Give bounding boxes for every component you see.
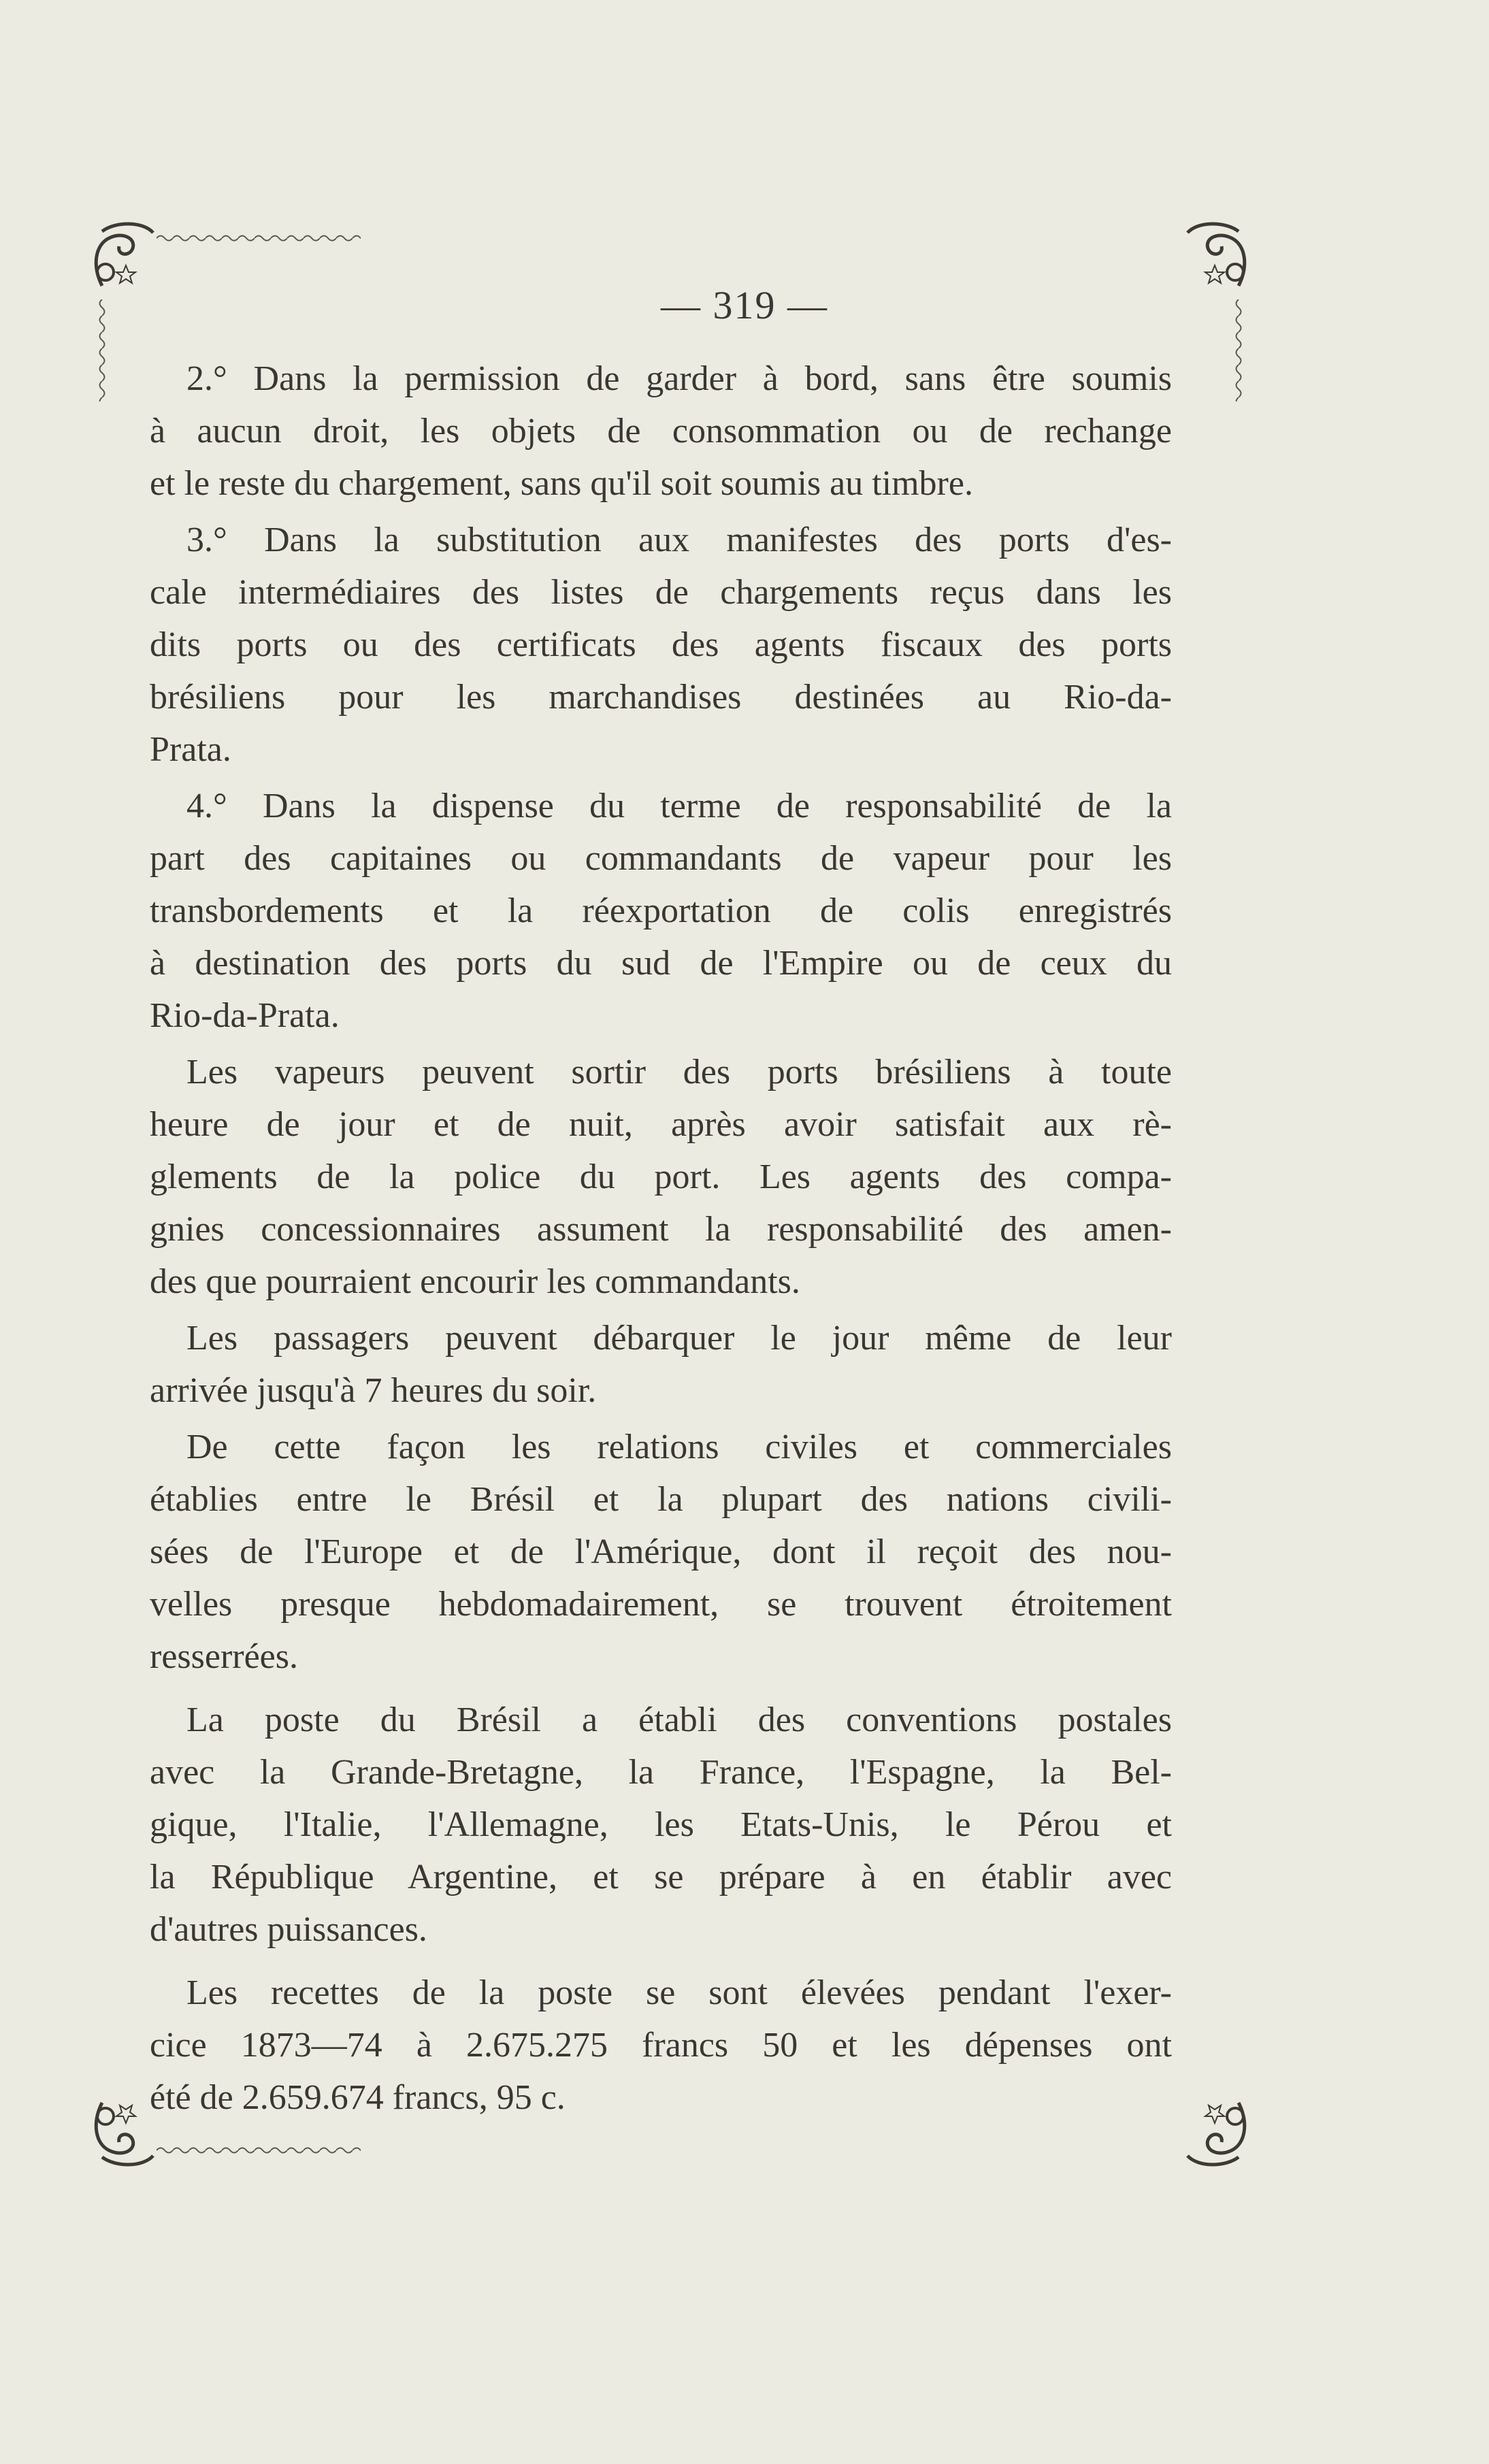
text-line: 4.° Dans la dispense du terme de responsabilité de la bbox=[186, 787, 1172, 825]
text-line: brésiliens pour les marchandises destinées au Rio-da- bbox=[150, 678, 1172, 717]
paragraph bbox=[150, 352, 1172, 510]
text-line: heure de jour et de nuit, après avoir satisfait aux rè- bbox=[150, 1105, 1172, 1144]
text-line: avec la Grande-Bretagne, la France, l'Espagne, la Bel- bbox=[150, 1753, 1172, 1792]
text-line: La poste du Brésil a établi des conventions postales bbox=[186, 1701, 1172, 1739]
corner-ornament-icon bbox=[88, 2096, 157, 2171]
text-line: Les vapeurs peuvent sortir des ports brésiliens à toute bbox=[186, 1053, 1172, 1091]
page-number: — 319 — bbox=[661, 283, 828, 327]
text-line: la République Argentine, et se prépare à en établir avec bbox=[150, 1858, 1172, 1896]
text-line: velles presque hebdomadairement, se trouvent étroitement bbox=[150, 1585, 1172, 1624]
text-line: 2.° Dans la permission de garder à bord, sans être soumis bbox=[186, 359, 1172, 398]
text-line: cale intermédiaires des listes de chargements reçus dans les bbox=[150, 573, 1172, 612]
text-line: arrivée jusqu'à 7 heures du soir. bbox=[150, 1371, 597, 1410]
text-line: à aucun droit, les objets de consommation ou de rechange bbox=[150, 412, 1172, 450]
text-line: été de 2.659.674 francs, 95 c. bbox=[150, 2078, 566, 2117]
text-line: et le reste du chargement, sans qu'il soit soumis au timbre. bbox=[150, 464, 973, 503]
text-line: part des capitaines ou commandants de vapeur pour les bbox=[150, 839, 1172, 878]
body-text bbox=[150, 352, 1172, 2128]
paragraph bbox=[150, 1046, 1172, 1308]
text-line: Prata. bbox=[150, 730, 231, 769]
border-bottom bbox=[157, 2143, 361, 2157]
paragraph bbox=[150, 1312, 1172, 1417]
paragraph bbox=[150, 1421, 1172, 1683]
text-line: d'autres puissances. bbox=[150, 1910, 427, 1949]
paragraph bbox=[150, 780, 1172, 1042]
text-line: Les recettes de la poste se sont élevées pendant l'exer- bbox=[186, 1973, 1172, 2012]
text-line: transbordements et la réexportation de colis enregistrés bbox=[150, 891, 1172, 930]
text-line: Les passagers peuvent débarquer le jour même de leur bbox=[186, 1319, 1172, 1358]
border-top bbox=[157, 231, 361, 245]
paragraph bbox=[150, 1967, 1172, 2124]
text-line: De cette façon les relations civiles et commerciales bbox=[186, 1428, 1172, 1466]
text-line: glements de la police du port. Les agents des compa- bbox=[150, 1157, 1172, 1196]
text-line: des que pourraient encourir les commandants. bbox=[150, 1262, 800, 1301]
text-line: gique, l'Italie, l'Allemagne, les Etats-Unis, le Pérou et bbox=[150, 1805, 1172, 1844]
text-line: cice 1873—74 à 2.675.275 francs 50 et les dépenses ont bbox=[150, 2026, 1172, 2065]
corner-ornament-icon bbox=[1184, 2096, 1252, 2171]
paragraph bbox=[150, 1694, 1172, 1956]
text-line: 3.° Dans la substitution aux manifestes des ports d'es- bbox=[186, 521, 1172, 559]
text-line: resserrées. bbox=[150, 1637, 298, 1676]
text-line: Rio-da-Prata. bbox=[150, 996, 340, 1035]
text-line: établies entre le Brésil et la plupart des nations civili- bbox=[150, 1480, 1172, 1519]
corner-ornament-icon bbox=[88, 218, 157, 293]
corner-ornament-icon bbox=[1184, 218, 1252, 293]
paragraph bbox=[150, 514, 1172, 776]
text-line: dits ports ou des certificats des agents fiscaux des ports bbox=[150, 625, 1172, 664]
text-line: gnies concessionnaires assument la responsabilité des amen- bbox=[150, 1210, 1172, 1249]
text-line: à destination des ports du sud de l'Empire ou de ceux du bbox=[150, 944, 1172, 983]
text-line: sées de l'Europe et de l'Amérique, dont il reçoit des nou- bbox=[150, 1532, 1172, 1571]
